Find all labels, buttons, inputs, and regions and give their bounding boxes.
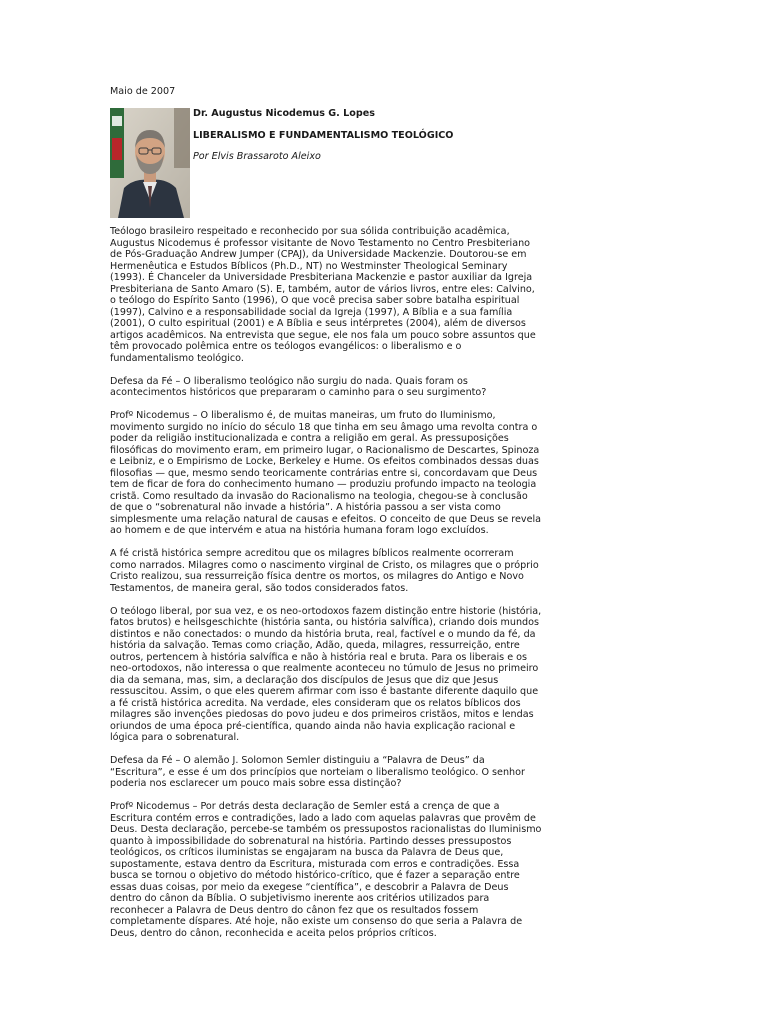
author-name: Dr. Augustus Nicodemus G. Lopes bbox=[193, 108, 375, 119]
article-byline: Por Elvis Brassaroto Aleixo bbox=[193, 151, 321, 162]
paragraph: A fé cristã histórica sempre acreditou que os milagres bíblicos realmente ocorreram como narrados. Milagres como o nascimento virginal de Cristo, os milagres que o próprio Cristo realizou, sua ressurreição física dentre os mortos, os milagres do Antigo e Novo Testamentos, de maneira geral, são todos considerados fatos. bbox=[110, 548, 539, 594]
article-title: LIBERALISMO E FUNDAMENTALISMO TEOLÓGICO bbox=[193, 129, 454, 141]
paragraph: Defesa da Fé – O alemão J. Solomon Semler distinguiu a “Palavra de Deus” da “Escritura”, e esse é um dos princípios que norteiam o liberalismo teológico. O senhor poderia nos esclarecer um pouco mais sobre essa distinção? bbox=[110, 755, 525, 789]
author-portrait-image bbox=[110, 108, 190, 218]
article-body bbox=[110, 226, 542, 951]
paragraph: Profº Nicodemus – Por detrás desta declaração de Semler está a crença de que a Escritura contém erros e contradições, lado a lado com aquelas palavras que provêm de Deus. Desta declaração, percebe-se também os pressupostos racionalistas do Iluminismo quanto à impossibilidade do sobrenatural na história. Partindo desses pressupostos teológicos, os críticos iluministas se engajaram na busca da Palavra de Deus que, supostamente, estava dentro da Escritura, misturada com erros e contradições. Essa busca se tornou o objetivo do método histórico-crítico, que é fazer a separação entre essas duas coisas, por meio da exegese “científica”, e descobrir a Palavra de Deus dentro do cânon da Bíblia. O subjetivismo inerente aos critérios utilizados para reconhecer a Palavra de Deus dentro do cânon fez que os resultados fossem completamente díspares. Até hoje, não existe um consenso do que seria a Palavra de Deus, dentro do cânon, reconhecida e aceita pelos próprios críticos. bbox=[110, 801, 542, 939]
paragraph: Teólogo brasileiro respeitado e reconhecido por sua sólida contribuição acadêmica, Augustus Nicodemus é professor visitante de Novo Testamento no Centro Presbiteriano de Pós-Graduação Andrew Jumper (CPAJ), da Universidade Mackenzie. Doutorou-se em Hermenêutica e Estudos Bíblicos (Ph.D., NT) no Westminster Theological Seminary (1993). É Chanceler da Universidade Presbiteriana Mackenzie e pastor auxiliar da Igreja Presbiteriana de Santo Amaro (S). E, também, autor de vários livros, entre eles: Calvino, o teólogo do Espírito Santo (1996), O que você precisa saber sobre batalha espiritual (1997), Calvino e a responsabilidade social da Igreja (1997), A Bíblia e a sua família (2001), O culto espiritual (2001) e A Bíblia e seus intérpretes (2004), além de diversos artigos acadêmicos. Na entrevista que segue, ele nos fala um pouco sobre assuntos que têm provocado polêmica entre os teólogos evangélicos: o liberalismo e o fundamentalismo teológico. bbox=[110, 226, 536, 364]
article-header bbox=[193, 108, 633, 163]
author-photo bbox=[110, 108, 190, 218]
paragraph: Defesa da Fé – O liberalismo teológico não surgiu do nada. Quais foram os acontecimentos históricos que prepararam o caminho para o seu surgimento? bbox=[110, 375, 487, 398]
publication-date: Maio de 2007 bbox=[110, 86, 176, 97]
paragraph: O teólogo liberal, por sua vez, e os neo-ortodoxos fazem distinção entre historie (história, fatos brutos) e heilsgeschichte (história santa, ou história salvífica), criando dois mundos distintos e não conectados: o mundo da história bruta, real, factível e o mundo da fé, da história da salvação. Temas como criação, Adão, queda, milagres, ressurreição, entre outros, pertencem à história salvífica e não à história real e bruta. Para os liberais e os neo-ortodoxos, não interessa o que realmente aconteceu no túmulo de Jesus no primeiro dia da semana, mas, sim, a declaração dos discípulos de Jesus que diz que Jesus ressuscitou. Assim, o que eles querem afirmar com isso é bastante diferente daquilo que a fé cristã histórica acredita. Na verdade, eles consideram que os relatos bíblicos dos milagres são invenções piedosas do povo judeu e dos primeiros cristãos, mitos e lendas oriundos de uma época pré-científica, quando ainda não havia explicação racional e lógica para o sobrenatural. bbox=[110, 605, 542, 743]
paragraph: Profº Nicodemus – O liberalismo é, de muitas maneiras, um fruto do Iluminismo, movimento surgido no início do século 18 que tinha em seu âmago uma revolta contra o poder da religião institucionalizada e contra a religião em geral. As pressuposições filosóficas do movimento eram, em primeiro lugar, o Racionalismo de Descartes, Spinoza e Leibniz, e o Empirismo de Locke, Berkeley e Hume. Os efeitos combinados dessas duas filosofias — que, mesmo sendo teoricamente contrárias entre si, concordavam que Deus tem de ficar de fora do conhecimento humano — produziu profundo impacto na teologia cristã. Como resultado da invasão do Racionalismo na teologia, chegou-se à conclusão de que o “sobrenatural não invade a história”. A história passou a ser vista como simplesmente uma relação natural de causas e efeitos. O conceito de que Deus se revela ao homem e de que intervém e atua na história humana foram logo excluídos. bbox=[110, 410, 542, 536]
